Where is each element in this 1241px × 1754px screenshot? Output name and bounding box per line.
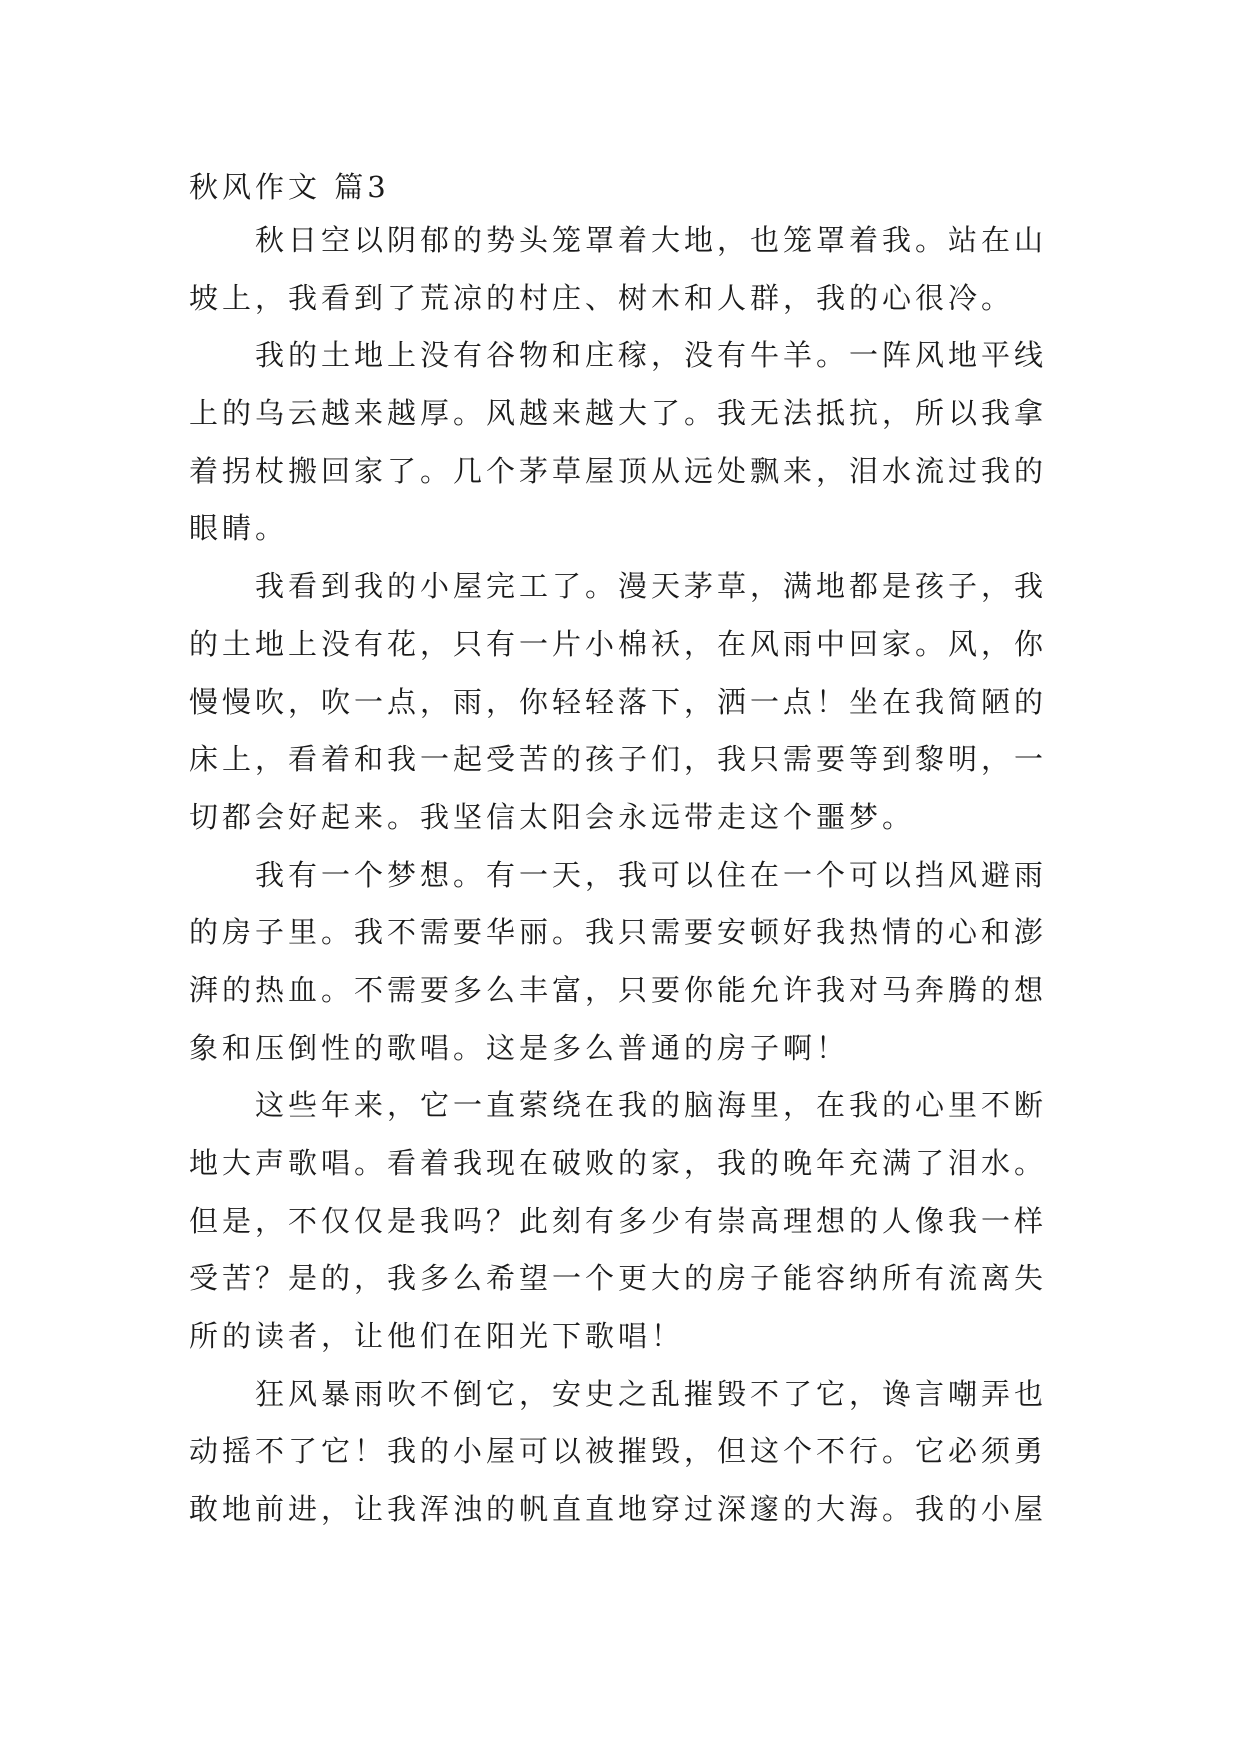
- paragraph-line: 象和压倒性的歌唱。这是多么普通的房子啊！: [189, 1030, 850, 1065]
- paragraph-line: 敢地前进，让我浑浊的帆直直地穿过深邃的大海。我的小屋: [189, 1492, 1048, 1527]
- paragraph-5: [189, 1077, 1057, 1365]
- paragraph-line: 湃的热血。不需要多么丰富，只要你能允许我对马奔腾的想: [189, 972, 1048, 1007]
- paragraph-line: 慢慢吹，吹一点，雨，你轻轻落下，洒一点！坐在我简陋的: [189, 684, 1048, 719]
- paragraph-line: 我的土地上没有谷物和庄稼，没有牛羊。一阵风地平线: [255, 338, 1048, 373]
- paragraph-line: 秋日空以阴郁的势头笼罩着大地，也笼罩着我。站在山: [255, 223, 1048, 257]
- paragraph-line: 床上，看着和我一起受苦的孩子们，我只需要等到黎明，一: [189, 742, 1048, 777]
- document-body: [189, 162, 1057, 1539]
- paragraph-line: 切都会好起来。我坚信太阳会永远带走这个噩梦。: [189, 799, 916, 834]
- paragraph-line: 我看到我的小屋完工了。漫天茅草，满地都是孩子，我: [255, 569, 1048, 604]
- document-title: 秋风作文 篇3: [189, 170, 390, 204]
- paragraph-line: 受苦？是的，我多么希望一个更大的房子能容纳所有流离失: [189, 1261, 1048, 1296]
- paragraph-line: 所的读者，让他们在阳光下歌唱！: [189, 1319, 685, 1354]
- paragraph-line: 坡上，我看到了荒凉的村庄、树木和人群，我的心很冷。: [189, 280, 1015, 315]
- paragraph-2: [189, 327, 1057, 558]
- paragraph-line: 上的乌云越来越厚。风越来越大了。我无法抵抗，所以我拿: [189, 396, 1048, 431]
- paragraph-6: [189, 1366, 1057, 1539]
- paragraph-line: 地大声歌唱。看着我现在破败的家，我的晚年充满了泪水。: [189, 1146, 1048, 1180]
- paragraph-line: 我有一个梦想。有一天，我可以住在一个可以挡风避雨: [255, 857, 1048, 892]
- paragraph-line: 动摇不了它！我的小屋可以被摧毁，但这个不行。它必须勇: [189, 1434, 1048, 1469]
- paragraph-1: [189, 212, 1057, 327]
- paragraph-line: 的房子里。我不需要华丽。我只需要安顿好我热情的心和澎: [189, 915, 1048, 950]
- paragraph-line: 但是，不仅仅是我吗？此刻有多少有崇高理想的人像我一样: [189, 1203, 1048, 1238]
- paragraph-line: 这些年来，它一直萦绕在我的脑海里，在我的心里不断: [255, 1088, 1048, 1123]
- paragraph-4: [189, 847, 1057, 1078]
- paragraph-line: 眼睛。: [189, 511, 289, 546]
- paragraph-3: [189, 558, 1057, 846]
- paragraph-line: 狂风暴雨吹不倒它，安史之乱摧毁不了它，谗言嘲弄也: [255, 1376, 1048, 1411]
- paragraph-line: 着拐杖搬回家了。几个茅草屋顶从远处飘来，泪水流过我的: [189, 453, 1048, 488]
- paragraph-line: 的土地上没有花，只有一片小棉袄，在风雨中回家。风，你: [189, 626, 1048, 661]
